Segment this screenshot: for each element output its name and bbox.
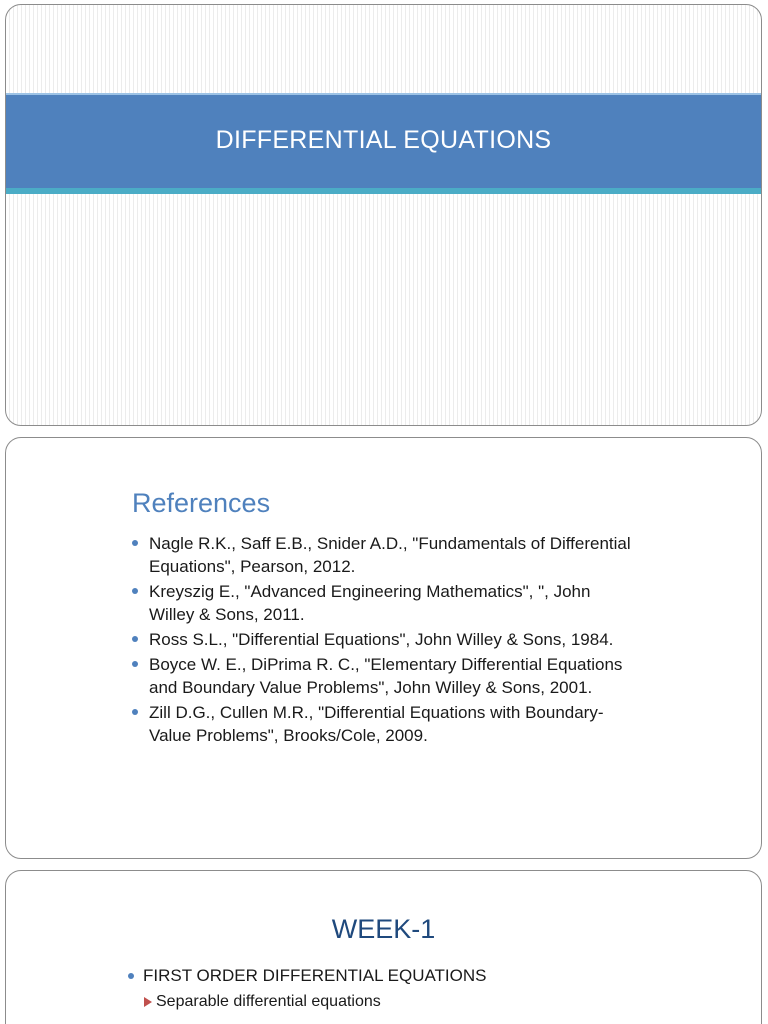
title-band bbox=[6, 93, 761, 194]
topic-item bbox=[128, 965, 487, 987]
reference-text: Boyce W. E., DiPrima R. C., "Elementary Differential Equations and Boundary Value Problems", John Willey & Sons, 2001. bbox=[149, 655, 623, 697]
subtopic-item bbox=[144, 992, 381, 1012]
reference-item bbox=[131, 628, 631, 651]
references-list bbox=[131, 532, 631, 749]
reference-text: Zill D.G., Cullen M.R., "Differential Equations with Boundary-Value Problems", Brooks/Cole, 2009. bbox=[149, 703, 604, 745]
dot-bullet-icon bbox=[132, 540, 138, 546]
slide-title: DIFFERENTIAL EQUATIONS bbox=[215, 126, 552, 154]
subtopic-text: Separable differential equations bbox=[156, 993, 381, 1010]
references-slide bbox=[5, 437, 762, 859]
reference-text: Ross S.L., "Differential Equations", John Willey & Sons, 1984. bbox=[149, 630, 614, 649]
reference-text: Kreyszig E., "Advanced Engineering Mathematics", ", John Willey & Sons, 2011. bbox=[149, 582, 591, 624]
reference-item bbox=[131, 701, 631, 747]
topic-text: FIRST ORDER DIFFERENTIAL EQUATIONS bbox=[143, 966, 487, 985]
arrow-bullet-icon bbox=[144, 997, 152, 1007]
week1-slide bbox=[5, 870, 762, 1024]
references-heading: References bbox=[132, 488, 271, 518]
week-heading: WEEK-1 bbox=[331, 914, 436, 944]
dot-bullet-icon bbox=[132, 588, 138, 594]
dot-bullet-icon bbox=[132, 661, 138, 667]
reference-item bbox=[131, 532, 631, 578]
reference-text: Nagle R.K., Saff E.B., Snider A.D., "Fundamentals of Differential Equations", Pearson, 2012. bbox=[149, 534, 631, 576]
dot-bullet-icon bbox=[132, 709, 138, 715]
reference-item bbox=[131, 580, 631, 626]
reference-item bbox=[131, 653, 631, 699]
dot-bullet-icon bbox=[128, 973, 134, 979]
title-slide bbox=[5, 4, 762, 426]
dot-bullet-icon bbox=[132, 636, 138, 642]
